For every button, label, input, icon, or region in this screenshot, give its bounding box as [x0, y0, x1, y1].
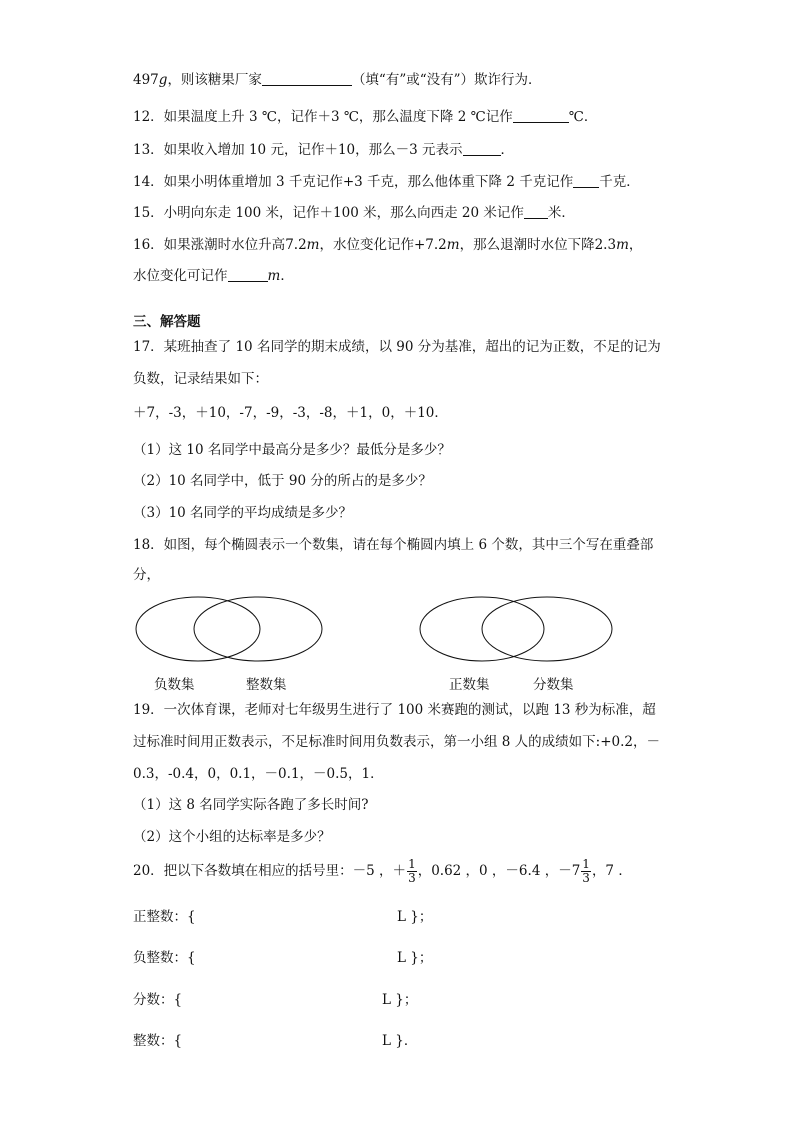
q20-line	[133, 856, 632, 886]
q14-answer-blank[interactable]	[573, 173, 599, 188]
q14-after: 千克．	[599, 174, 640, 190]
q15-line	[133, 203, 575, 223]
q20-row2-label: 负整数：{	[133, 950, 196, 966]
q20-middle: ，0.62 ，0 ，－6.4 ，－7	[417, 863, 581, 879]
venn2-right-label: 分数集	[533, 677, 574, 693]
q20-row4-label: 整数：{	[133, 1033, 183, 1049]
q16-unit2: m	[446, 237, 460, 253]
q16-line1	[133, 235, 642, 255]
q20-prefix: 20．把以下各数填在相应的括号里：－5 ，＋	[133, 863, 407, 879]
q20-row3-label: 分数：{	[133, 992, 183, 1008]
q14-text: 14．如果小明体重增加 3 千克记作+3 千克，那么他体重下降 2 千克记作	[133, 174, 574, 190]
q20-fraction-1	[407, 858, 417, 885]
q16-answer-blank[interactable]	[228, 267, 268, 282]
q15-after: 米．	[547, 205, 575, 221]
q11-text: ，则该糖果厂家	[167, 72, 262, 88]
q12-text: 12．如果温度上升 3 ℃，记作＋3 ℃，那么温度下降 2 ℃记作	[133, 109, 513, 125]
q16-unit1: m	[306, 237, 320, 253]
q11-tail-line	[133, 70, 542, 90]
q16-text-b: ，水位变化记作	[319, 237, 414, 253]
q20-frac1-numerator: 1	[408, 857, 416, 871]
q15-text: 15．小明向东走 100 米，记作＋100 米，那么向西走 20 米记作	[133, 205, 524, 221]
q13-after: ．	[500, 142, 514, 158]
q20-row3-close: L }；	[382, 992, 418, 1008]
q16-text-a: 16．如果涨潮时水位升高	[133, 237, 286, 253]
q18-line1: 18．如图，每个椭圆表示一个数集，请在每个椭圆内填上 6 个数，其中三个写在重叠部	[133, 537, 654, 553]
venn2-right-ellipse	[482, 597, 612, 661]
q16-text-c: ，那么退潮时水位下降	[459, 237, 595, 253]
q16-val1: 7.2	[285, 237, 307, 253]
q17-line1: 17．某班抽查了 10 名同学的期末成绩，以 90 分为基准，超出的记为正数，不足的记为	[133, 339, 661, 355]
q13-line	[133, 140, 514, 160]
venn1-right-label: 整数集	[246, 677, 287, 693]
venn2-left-label: 正数集	[449, 677, 490, 693]
q19-line1: 19．一次体育课，老师对七年级男生进行了 100 米赛跑的测试，以跑 13 秒为标准，超	[133, 702, 656, 718]
q16-line2	[133, 266, 294, 286]
q11-value: 497	[133, 72, 159, 88]
q11-after: （填“有”或“没有”）欺诈行为．	[351, 72, 542, 88]
q16-val2: +7.2	[413, 237, 447, 253]
q16-unit4: m	[267, 268, 281, 284]
q16-val3: 2.3	[594, 237, 617, 253]
q20-row-positive-integers	[133, 905, 196, 925]
q19-line3: 0.3，-0.4，0，0.1，－0.1，－0.5，1．	[133, 766, 384, 782]
venn-diagram-2	[414, 595, 620, 667]
q20-suffix: ，7 ．	[591, 863, 632, 879]
q12-line	[133, 107, 597, 127]
q15-answer-blank[interactable]	[524, 204, 548, 219]
q16-line2-text: 水位变化可记作	[133, 268, 228, 284]
q17-line2: 负数，记录结果如下：	[133, 371, 268, 387]
q20-row1-close: L }；	[397, 909, 433, 925]
q20-fraction-2	[581, 858, 591, 885]
q20-row2-close: L }；	[397, 950, 433, 966]
q19-sub2: （2）这个小组的达标率是多少？	[133, 829, 331, 845]
q16-unit3: m	[616, 237, 629, 253]
q20-row-negative-integers	[133, 946, 196, 966]
q11-unit: g	[158, 72, 168, 88]
venn1-right-ellipse	[194, 597, 322, 661]
q20-frac1-denominator: 3	[408, 871, 416, 885]
q20-frac2-numerator: 1	[582, 857, 590, 871]
q11-answer-blank[interactable]	[262, 71, 352, 86]
q17-data: ＋7，-3，＋10，-7，-9，-3，-8，＋1，0，＋10．	[133, 405, 448, 421]
q12-answer-blank[interactable]	[513, 108, 569, 123]
section-heading: 三、解答题	[133, 314, 201, 330]
q13-text: 13．如果收入增加 10 元，记作＋10，那么－3 元表示	[133, 142, 463, 158]
venn1-left-label: 负数集	[154, 677, 195, 693]
q19-sub1: （1）这 8 名同学实际各跑了多长时间?	[133, 797, 369, 813]
q20-row4-close: L }．	[382, 1033, 418, 1049]
q17-sub1: （1）这 10 名同学中最高分是多少？最低分是多少？	[133, 442, 451, 458]
q17-sub3: （3）10 名同学的平均成绩是多少？	[133, 505, 353, 521]
q20-row-fractions	[133, 988, 182, 1008]
q19-line2: 过标准时间用正数表示，不足标准时间用负数表示，第一小组 8 人的成绩如下:+0.2，－	[133, 734, 660, 750]
q17-sub2: （2）10 名同学中，低于 90 分的所占的是多少？	[133, 473, 432, 489]
q20-frac2-denominator: 3	[582, 871, 590, 885]
q16-text-d: ，	[628, 237, 643, 253]
q16-line2-after: ．	[280, 268, 294, 284]
q18-line2: 分，	[133, 567, 160, 583]
q13-answer-blank[interactable]	[463, 141, 501, 156]
venn1-left-ellipse	[136, 597, 260, 661]
q20-row-integers	[133, 1029, 182, 1049]
q12-after: ℃．	[568, 109, 598, 125]
q14-line	[133, 172, 640, 192]
venn-diagram-1	[130, 595, 330, 667]
q20-row1-label: 正整数：{	[133, 909, 196, 925]
